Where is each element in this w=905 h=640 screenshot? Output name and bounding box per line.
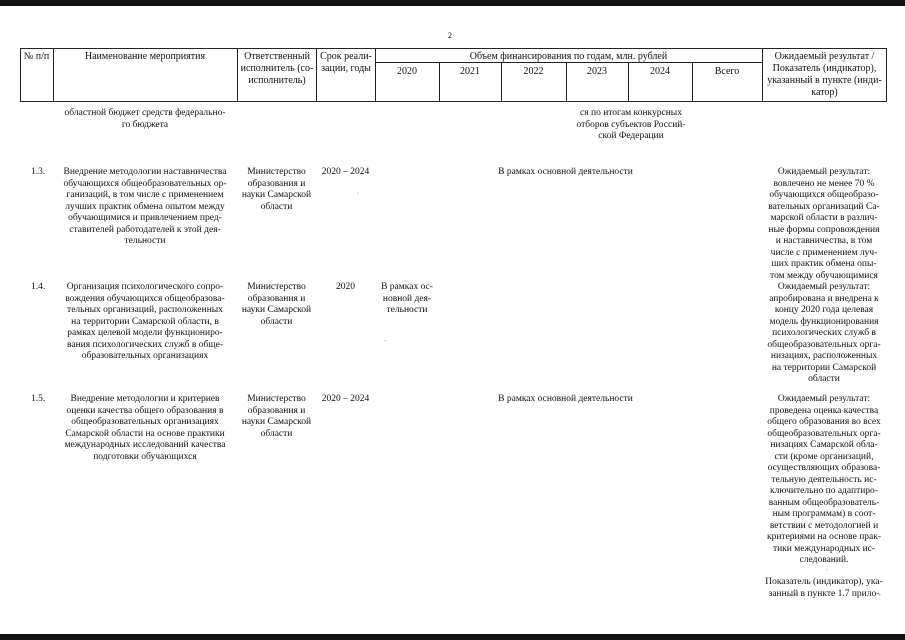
row-term: 2020 – 2024 <box>321 167 370 177</box>
header-term: Срок реали-зации, годы <box>320 51 372 74</box>
header-vline <box>886 48 887 102</box>
row-number: 1.5. <box>31 394 46 404</box>
continuation-activity-name: областной бюджет средств федерально- го бюджета <box>64 108 226 130</box>
row-responsible: Министерство образования и науки Самарской области <box>241 394 312 439</box>
row-number: 1.3. <box>31 167 46 177</box>
header-vline <box>316 48 317 102</box>
scan-speck: , <box>879 589 881 597</box>
row-expected-result: Ожидаемый результат: проведена оценка качества общего образования во всех общеобразовательных орга- низациях Самарской обла- сти (кроме организаций, осуществляющих образова- тельную деятельность ис- ключительно по адаптиро- ванным общеобразователь- ным программам) в соот- ветствии с методологией и критериями на основе прак- тики международных ис- следований. <box>766 394 882 565</box>
header-responsible: Ответственный исполнитель (со-исполнитель) <box>240 51 314 86</box>
scan-speck: . <box>384 335 386 343</box>
header-year-2022: 2022 <box>523 66 544 77</box>
continuation-financing-note: ся по итогам конкурсных отборов субъектов Россий- ской Федерации <box>576 108 686 141</box>
header-result: Ожидаемый результат / Показатель (индикатор), указанный в пункте (инди-катор) <box>767 51 882 98</box>
header-vline <box>762 48 763 102</box>
header-number: № п/п <box>23 51 50 62</box>
header-financing: Объем финансирования по годам, млн. рублей <box>469 51 668 62</box>
row-term: 2020 <box>336 282 355 292</box>
row-expected-result: Ожидаемый результат: апробирована и внедрена к концу 2020 года целевая модель функционирования психологических служб в общеобразовательных орга- низациях, расположенных на территории Самарской области <box>767 282 881 384</box>
row-expected-result: Ожидаемый результат: вовлечено не менее 70 % обучающихся общеобразо- вательных организаций Са- марской области в различ- ные формы сопровождения и наставничества, в том числе с применением луч- ших практик обмена опы- том между обучающимися <box>768 167 880 281</box>
bottom-border <box>0 634 905 640</box>
page-number: 2 <box>448 31 452 40</box>
header-year-2024: 2024 <box>650 66 670 77</box>
row-activity-name: Организация психологического сопро- вождения обучающихся общеобразова- тельных организаций, расположенных на территории Самарской области, в рамках целевой модели функциониро- вания психологических служб в обще- образовательных организациях <box>65 282 225 361</box>
header-activity-name: Наименование мероприятия <box>84 51 206 62</box>
row-responsible: Министерство образования и науки Самарской области <box>241 282 312 327</box>
header-bottom-line <box>20 101 886 102</box>
header-top-line <box>20 48 886 49</box>
row-financing: В рамках основной деятельности <box>498 167 633 177</box>
header-year-2023: 2023 <box>587 66 607 77</box>
top-border <box>0 0 905 6</box>
row-number: 1.4. <box>31 282 46 292</box>
header-year-2021: 2021 <box>460 66 480 77</box>
row-responsible: Министерство образования и науки Самарской области <box>241 167 312 212</box>
row-activity-name: Внедрение методологии и критериев оценки качества общего образования в общеобразовательных организациях Самарской области на основе практики международных исследований качества подготовки обучающихся <box>64 394 226 462</box>
header-total: Всего <box>714 66 740 77</box>
row-indicator-note: Показатель (индикатор), ука- занный в пункте 1.7 прило- <box>765 577 883 599</box>
scan-speck: . <box>826 564 828 572</box>
header-vline <box>237 48 238 102</box>
row-activity-name: Внедрение методологии наставничества обучающихся общеобразовательных ор- ганизаций, в том числе с применением лучших практик обмена опытом между обучающимися и привлечением пред- ставителей работодателей к этой дея- тельности <box>63 167 227 246</box>
row-term: 2020 – 2024 <box>321 394 370 404</box>
scan-speck: . <box>357 188 359 196</box>
row-financing: В рамках ос- новной дея- тельности <box>381 282 433 315</box>
row-financing: В рамках основной деятельности <box>498 394 633 404</box>
header-year-2020: 2020 <box>397 66 417 77</box>
